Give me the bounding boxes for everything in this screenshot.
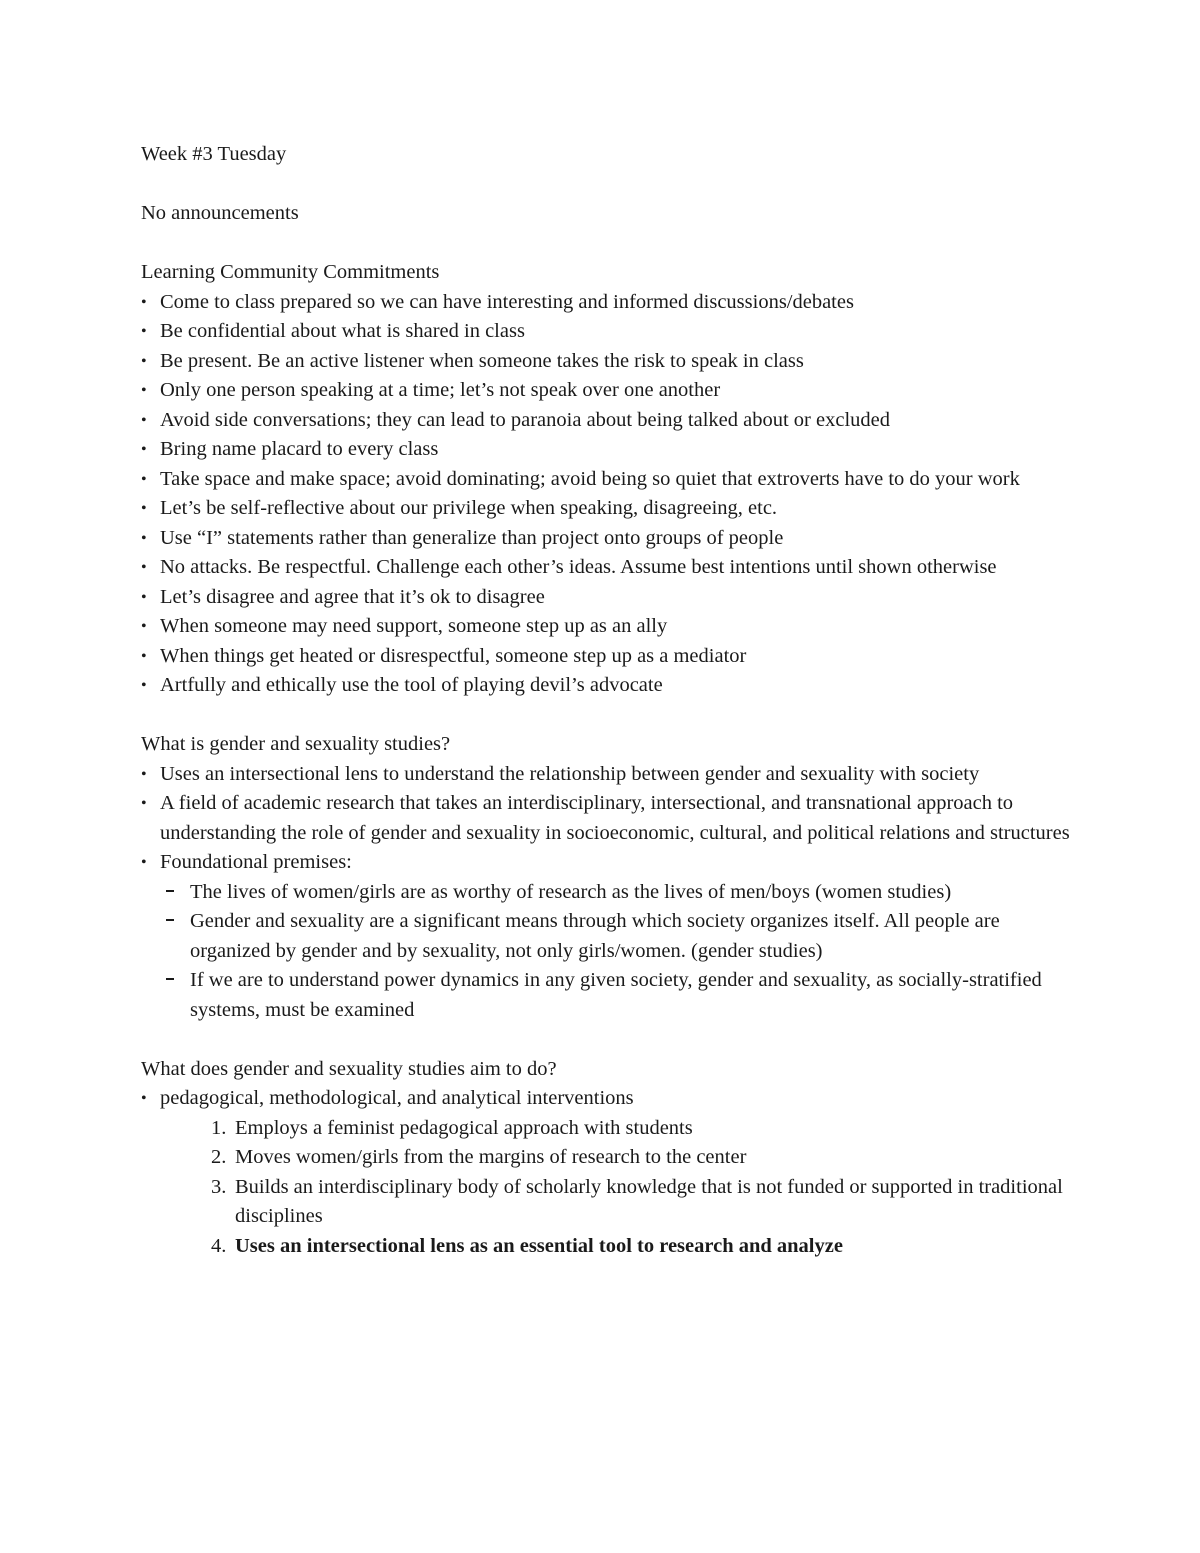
- list-item: • Let’s disagree and agree that it’s ok to disagree: [141, 583, 1071, 613]
- list-item: • Bring name placard to every class: [141, 435, 1071, 465]
- premise-item: If we are to understand power dynamics in any given society, gender and sexuality, as socially-stratified systems, must be examined: [160, 966, 1071, 1025]
- item-number: 4.: [211, 1234, 227, 1257]
- premise-item: The lives of women/girls are as worthy of research as the lives of men/boys (women studies): [160, 878, 1071, 908]
- list-item: • When things get heated or disrespectful, someone step up as a mediator: [141, 642, 1071, 672]
- item-number: 3.: [211, 1175, 227, 1198]
- list-item: • Use “I” statements rather than generalize than project onto groups of people: [141, 524, 1071, 554]
- item-text: Builds an interdisciplinary body of scholarly knowledge that is not funded or supported in traditional disciplines: [235, 1175, 1063, 1227]
- aims-numbered-list: [211, 1114, 1071, 1262]
- numbered-item: [211, 1114, 1071, 1144]
- list-item: • Avoid side conversations; they can lead to paranoia about being talked about or excluded: [141, 406, 1071, 436]
- item-text-bold: Uses an intersectional lens as an essential tool to research and analyze: [235, 1234, 843, 1257]
- definition-heading: What is gender and sexuality studies?: [141, 733, 451, 755]
- commitments-heading: Learning Community Commitments: [141, 261, 440, 283]
- definition-list: [141, 760, 1071, 878]
- list-item: • When someone may need support, someone step up as an ally: [141, 612, 1071, 642]
- aims-bullet-list: [141, 1084, 1071, 1114]
- list-item: • Be confidential about what is shared in class: [141, 317, 1071, 347]
- list-item: • Artfully and ethically use the tool of playing devil’s advocate: [141, 671, 1071, 701]
- list-item: • Only one person speaking at a time; let’s not speak over one another: [141, 376, 1071, 406]
- premise-item: Gender and sexuality are a significant means through which society organizes itself. All people are organized by gender and by sexuality, not only girls/women. (gender studies): [160, 907, 1071, 966]
- list-item: • Foundational premises:: [141, 848, 1071, 878]
- item-number: 1.: [211, 1116, 227, 1139]
- list-item: • Be present. Be an active listener when someone takes the risk to speak in class: [141, 347, 1071, 377]
- premises-list: [160, 878, 1071, 1026]
- item-text: Moves women/girls from the margins of research to the center: [235, 1146, 747, 1168]
- list-item: • pedagogical, methodological, and analytical interventions: [141, 1084, 1071, 1114]
- list-item: • A field of academic research that takes an interdisciplinary, intersectional, and transnational approach to understanding the role of gender and sexuality in socioeconomic, cultural, and political relations and structures: [141, 789, 1071, 848]
- list-item: • Come to class prepared so we can have interesting and informed discussions/debates: [141, 288, 1071, 318]
- list-item: • Take space and make space; avoid dominating; avoid being so quiet that extroverts have to do your work: [141, 465, 1071, 495]
- item-number: 2.: [211, 1146, 227, 1168]
- item-text: Employs a feminist pedagogical approach with students: [235, 1116, 693, 1139]
- document-page: [141, 140, 1071, 1261]
- announcement-text: No announcements: [141, 202, 299, 224]
- list-item: • Uses an intersectional lens to understand the relationship between gender and sexuality with society: [141, 760, 1071, 790]
- aims-heading: What does gender and sexuality studies aim to do?: [141, 1057, 557, 1080]
- numbered-item: [211, 1143, 1071, 1173]
- numbered-item: [211, 1173, 1071, 1232]
- list-item: • Let’s be self-reflective about our privilege when speaking, disagreeing, etc.: [141, 494, 1071, 524]
- numbered-item: [211, 1232, 1071, 1262]
- commitments-list: [141, 288, 1071, 701]
- page-title: Week #3 Tuesday: [141, 143, 287, 165]
- list-item: • No attacks. Be respectful. Challenge each other’s ideas. Assume best intentions until shown otherwise: [141, 553, 1071, 583]
